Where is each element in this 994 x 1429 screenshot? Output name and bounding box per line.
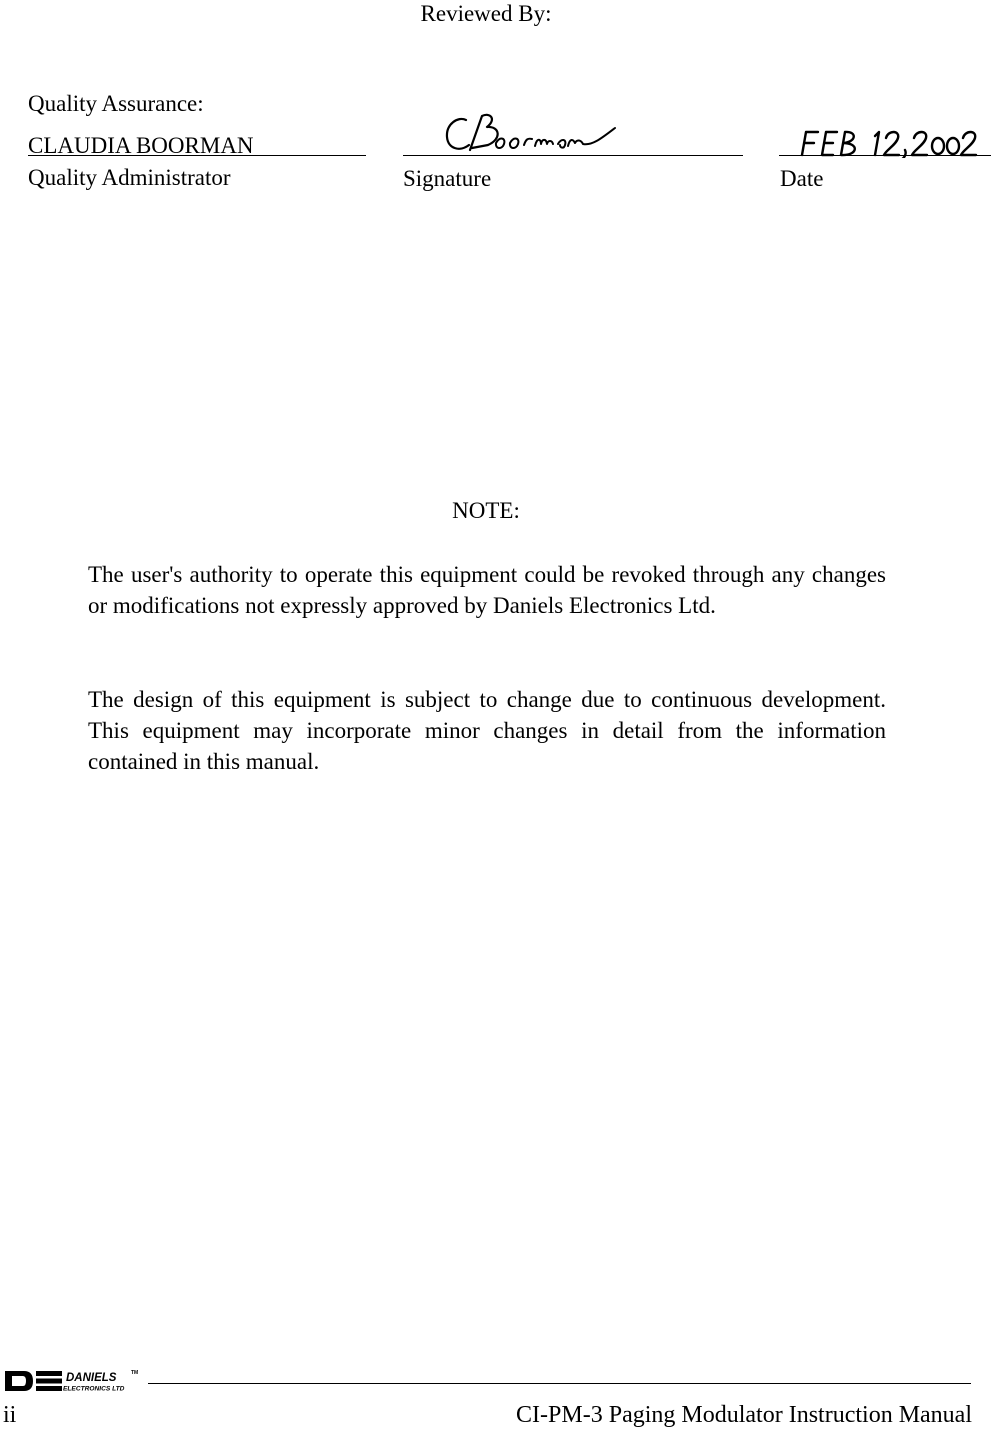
page-number: ii bbox=[3, 1402, 17, 1428]
logo-brand-text: DANIELS bbox=[66, 1372, 117, 1384]
note-title: NOTE: bbox=[452, 498, 520, 523]
name-underline bbox=[28, 155, 366, 156]
logo-trademark-text: TM bbox=[131, 1370, 139, 1376]
note-paragraph-authority: The user's authority to operate this equipment could be revoked through any changes or modifications not expressly approved by Daniels Electronics Ltd. bbox=[88, 562, 886, 618]
reviewer-name: CLAUDIA BOORMAN bbox=[28, 133, 254, 158]
date-label: Date bbox=[780, 166, 824, 191]
handwritten-signature bbox=[440, 110, 620, 160]
date-line bbox=[779, 155, 991, 156]
signature-label: Signature bbox=[403, 166, 492, 191]
reviewed-by-heading: Reviewed By: bbox=[420, 1, 552, 26]
manual-title: CI-PM-3 Paging Modulator Instruction Manual bbox=[516, 1402, 972, 1428]
reviewer-role: Quality Administrator bbox=[28, 165, 231, 190]
signature-line bbox=[403, 155, 743, 156]
footer-rule bbox=[148, 1383, 971, 1384]
quality-assurance-label: Quality Assurance: bbox=[28, 91, 204, 116]
logo-subtitle-text: ELECTRONICS LTD bbox=[63, 1385, 125, 1393]
handwritten-date bbox=[800, 128, 980, 158]
daniels-logo bbox=[2, 1367, 148, 1395]
note-paragraph-design: The design of this equipment is subject to change due to continuous development. This equipment may incorporate minor changes in detail from the information contained in this manual. bbox=[88, 687, 886, 774]
